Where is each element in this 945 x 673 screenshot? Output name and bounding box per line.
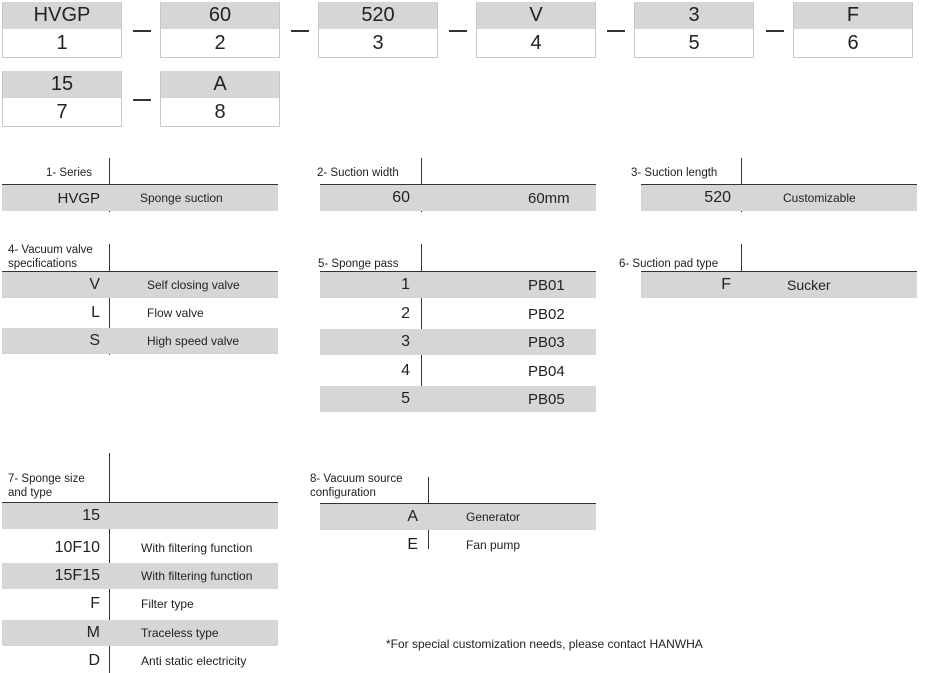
row-description: Customizable (783, 191, 856, 205)
table-row (320, 386, 596, 412)
table-row (2, 563, 278, 589)
table-row (320, 185, 596, 211)
separator-dash (607, 30, 625, 32)
table-row (2, 503, 278, 529)
code-value: 15 (3, 71, 121, 98)
code-box-pass (634, 2, 754, 58)
code-box-length (318, 2, 438, 58)
section-title: 4- Vacuum valve (8, 244, 93, 256)
table-row (320, 504, 596, 530)
table-row (2, 591, 278, 617)
row-code: 520 (704, 189, 731, 206)
table-row (2, 648, 278, 673)
row-code: 60 (392, 189, 410, 206)
table-row (320, 272, 596, 298)
row-description: Filter type (141, 597, 194, 611)
separator-dash (291, 30, 309, 32)
row-description: Sucker (787, 277, 831, 293)
table-row (2, 185, 278, 211)
code-position: 4 (530, 31, 542, 54)
row-code: 5 (401, 390, 410, 407)
row-description: PB01 (528, 276, 565, 294)
row-code: HVGP (57, 189, 100, 207)
code-value: 520 (319, 2, 437, 29)
separator-dash (133, 99, 151, 101)
code-value: A (161, 71, 279, 98)
row-description: 60mm (528, 189, 570, 207)
row-code: 4 (401, 362, 410, 379)
row-code: A (407, 508, 418, 525)
row-description: Fan pump (466, 538, 521, 552)
row-code: 15F15 (54, 567, 100, 584)
row-description: PB02 (528, 305, 565, 323)
separator-dash (449, 30, 467, 32)
section-title: specifications (8, 258, 78, 270)
row-description: With filtering function (141, 569, 253, 583)
code-box-valve (476, 2, 596, 58)
row-description: Generator (466, 510, 521, 524)
row-description: Anti static electricity (141, 653, 247, 668)
code-position: 6 (847, 31, 859, 54)
code-position: 5 (688, 31, 700, 54)
row-description: Traceless type (141, 626, 219, 640)
row-code: 3 (401, 333, 410, 350)
section-title: 3- Suction length (631, 167, 718, 179)
code-position: 8 (214, 100, 226, 123)
row-description: PB05 (528, 390, 565, 408)
row-description: Sponge suction (140, 191, 223, 205)
table-row (2, 300, 278, 326)
table-row (2, 620, 278, 646)
row-description: With filtering function (141, 541, 253, 555)
table-row (320, 329, 596, 355)
code-value: HVGP (3, 2, 121, 29)
row-code: 10F10 (54, 539, 100, 556)
row-code: D (88, 651, 100, 669)
row-code: S (89, 332, 100, 349)
code-box-width (160, 2, 280, 58)
row-description: PB03 (528, 333, 565, 351)
section-title: 8- Vacuum source (310, 473, 403, 485)
row-code: M (86, 624, 100, 641)
code-value: F (794, 2, 912, 29)
section-title: 6- Suction pad type (619, 258, 719, 270)
code-value: V (477, 2, 595, 29)
separator-dash (766, 30, 784, 32)
row-code: 2 (401, 305, 410, 322)
separator-dash (133, 30, 151, 32)
table-row (2, 535, 278, 561)
code-position: 3 (372, 31, 384, 54)
code-box-pad-type (793, 2, 913, 58)
section-title: 1- Series (46, 167, 93, 179)
section-title: and type (8, 487, 53, 499)
section-title: 2- Suction width (317, 167, 399, 179)
row-description: High speed valve (147, 334, 240, 348)
table-row (641, 185, 917, 211)
table-row (2, 272, 278, 298)
row-description: Flow valve (147, 306, 204, 320)
section-title: 7- Sponge size (8, 473, 85, 485)
customization-note: *For special customization needs, please contact HANWHA (386, 637, 703, 651)
table-row (320, 358, 596, 384)
row-code: L (91, 304, 100, 321)
row-description: PB04 (528, 362, 565, 380)
table-row (641, 272, 917, 298)
row-description: Self closing valve (147, 278, 240, 292)
row-code: V (89, 276, 100, 293)
code-position: 1 (56, 31, 68, 54)
table-row (2, 328, 278, 354)
row-code: F (90, 595, 100, 612)
row-code: 1 (401, 276, 410, 293)
row-code: E (407, 536, 418, 553)
code-box-size (2, 71, 122, 127)
code-box-vacuum (160, 71, 280, 127)
code-box-series (2, 2, 122, 58)
table-row (320, 532, 596, 558)
section-title: 5- Sponge pass (318, 258, 399, 270)
code-position: 2 (214, 31, 226, 54)
section-title: configuration (310, 487, 376, 499)
code-value: 3 (635, 2, 753, 29)
row-code: F (721, 276, 731, 293)
code-position: 7 (56, 100, 68, 123)
row-code: 15 (82, 507, 100, 524)
code-value: 60 (161, 2, 279, 29)
table-row (320, 301, 596, 327)
